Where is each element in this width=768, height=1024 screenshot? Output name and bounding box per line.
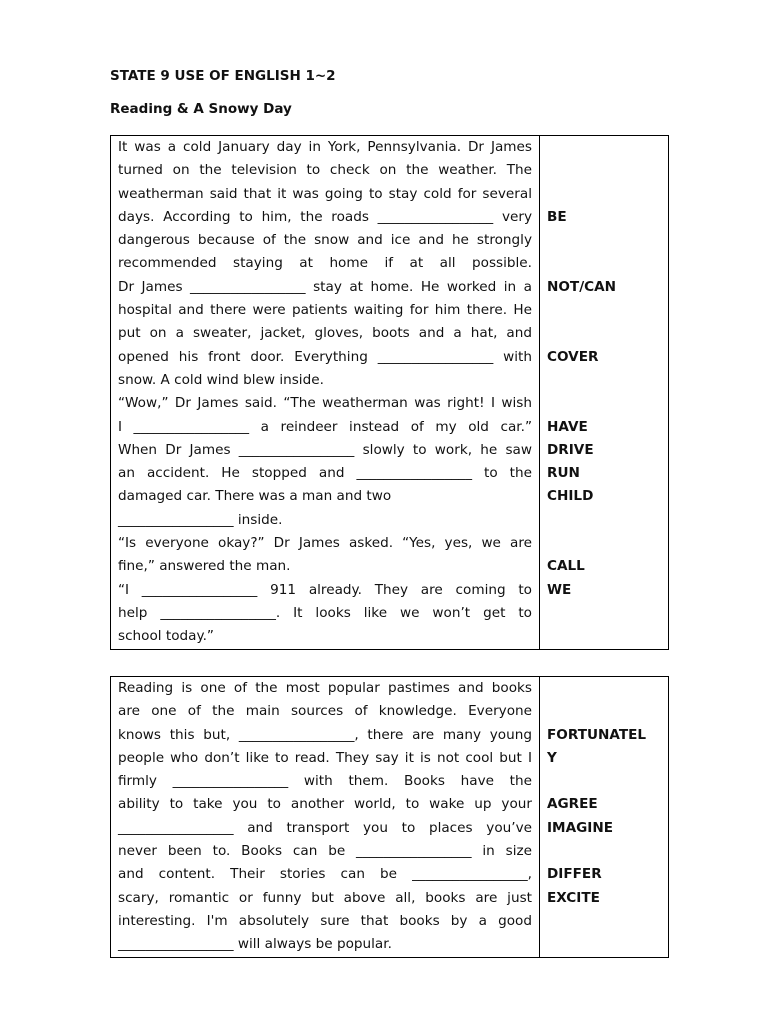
- passage-line: put on a sweater, jacket, gloves, boots and a hat, and: [118, 325, 532, 342]
- passage-line: _________________ and transport you to places you’ve: [118, 819, 532, 836]
- passage-line: I _________________ a reindeer instead of my old car.”: [118, 418, 532, 435]
- word-bank-cell: [540, 677, 669, 958]
- key-word: [540, 700, 668, 723]
- passage-line: snow. A cold wind blew inside.: [118, 371, 324, 388]
- key-word: [540, 183, 668, 206]
- passage-line: and content. Their stories can be _________________,: [118, 866, 532, 883]
- page-title: STATE 9 USE OF ENGLISH 1~2: [110, 68, 336, 84]
- key-word: [540, 369, 668, 392]
- key-word: IMAGINE: [547, 819, 613, 836]
- key-word: [540, 770, 668, 793]
- passage-line: hospital and there were patients waiting for him there. He: [118, 302, 532, 319]
- key-word: RUN: [547, 465, 580, 482]
- key-word: [540, 392, 668, 415]
- key-word: [540, 625, 668, 648]
- passage-line: people who don’t like to read. They say it is not cool but I: [118, 749, 532, 766]
- passage-line: “Wow,” Dr James said. “The weatherman was right! I wish: [118, 395, 532, 412]
- passage-line: firmly _________________ with them. Books have the: [118, 773, 532, 790]
- key-word: [540, 136, 668, 159]
- key-word: CHILD: [547, 488, 594, 505]
- key-word: WE: [547, 581, 572, 598]
- key-word: DRIVE: [547, 441, 594, 458]
- key-word: BE: [547, 208, 567, 225]
- passage-line: never been to. Books can be _________________ in size: [118, 843, 532, 860]
- passage-line: “I _________________ 911 already. They are coming to: [118, 581, 532, 598]
- key-word: [540, 532, 668, 555]
- key-word: NOT/CAN: [547, 278, 617, 295]
- key-word: [540, 229, 668, 252]
- key-word: [540, 840, 668, 863]
- passage-cell: [111, 677, 540, 958]
- key-word: [540, 677, 668, 700]
- passage-line: recommended staying at home if at all possible.: [118, 255, 532, 272]
- passage-line: an accident. He stopped and _________________ to the: [118, 465, 532, 482]
- exercise-table-reading: [110, 676, 669, 958]
- passage-line: dangerous because of the snow and ice and he strongly: [118, 232, 532, 249]
- key-word: FORTUNATEL: [547, 726, 647, 743]
- key-word: EXCITE: [547, 889, 600, 906]
- passage-line: turned on the television to check on the weather. The: [118, 162, 532, 179]
- passage-line: _________________ inside.: [118, 511, 283, 528]
- passage-line: help _________________. It looks like we won’t get to: [118, 604, 532, 621]
- passage-line: days. According to him, the roads _________________ very: [118, 208, 532, 225]
- key-word: DIFFER: [547, 866, 602, 883]
- passage-line: “Is everyone okay?” Dr James asked. “Yes, yes, we are: [118, 535, 532, 552]
- passage-line: Dr James _________________ stay at home. He worked in a: [118, 278, 532, 295]
- key-word: HAVE: [547, 418, 588, 435]
- passage-line: interesting. I'm absolutely sure that books by a good: [118, 912, 532, 929]
- passage-line: knows this but, _________________, there are many young: [118, 726, 532, 743]
- key-word: [540, 322, 668, 345]
- passage-line: opened his front door. Everything _________________ with: [118, 348, 532, 365]
- key-word: [540, 933, 668, 956]
- key-word: [540, 910, 668, 933]
- key-word: [540, 159, 668, 182]
- passage-line: When Dr James _________________ slowly to work, he saw: [118, 441, 532, 458]
- key-word: CALL: [547, 558, 585, 575]
- passage-line: damaged car. There was a man and two: [118, 488, 392, 505]
- passage-line: ability to take you to another world, to wake up your: [118, 796, 532, 813]
- passage-cell: [111, 136, 540, 650]
- passage-line: _________________ will always be popular.: [118, 936, 392, 953]
- key-word: COVER: [547, 348, 599, 365]
- key-word: AGREE: [547, 796, 598, 813]
- passage-line: It was a cold January day in York, Pennsylvania. Dr James: [118, 139, 532, 155]
- key-word: [540, 252, 668, 275]
- passage-line: Reading is one of the most popular pastimes and books: [118, 680, 532, 696]
- passage-line: school today.”: [118, 628, 214, 645]
- key-word: [540, 509, 668, 532]
- section-subtitle: Reading & A Snowy Day: [110, 101, 292, 117]
- passage-line: scary, romantic or funny but above all, books are just: [118, 889, 532, 906]
- key-word: [540, 299, 668, 322]
- word-bank-cell: [540, 136, 669, 650]
- passage-line: weatherman said that it was going to stay cold for several: [118, 185, 532, 202]
- passage-line: are one of the main sources of knowledge. Everyone: [118, 703, 532, 720]
- key-word: Y: [547, 749, 557, 766]
- exercise-table-snowy-day: [110, 135, 669, 650]
- key-word: [540, 602, 668, 625]
- passage-line: fine,” answered the man.: [118, 558, 291, 575]
